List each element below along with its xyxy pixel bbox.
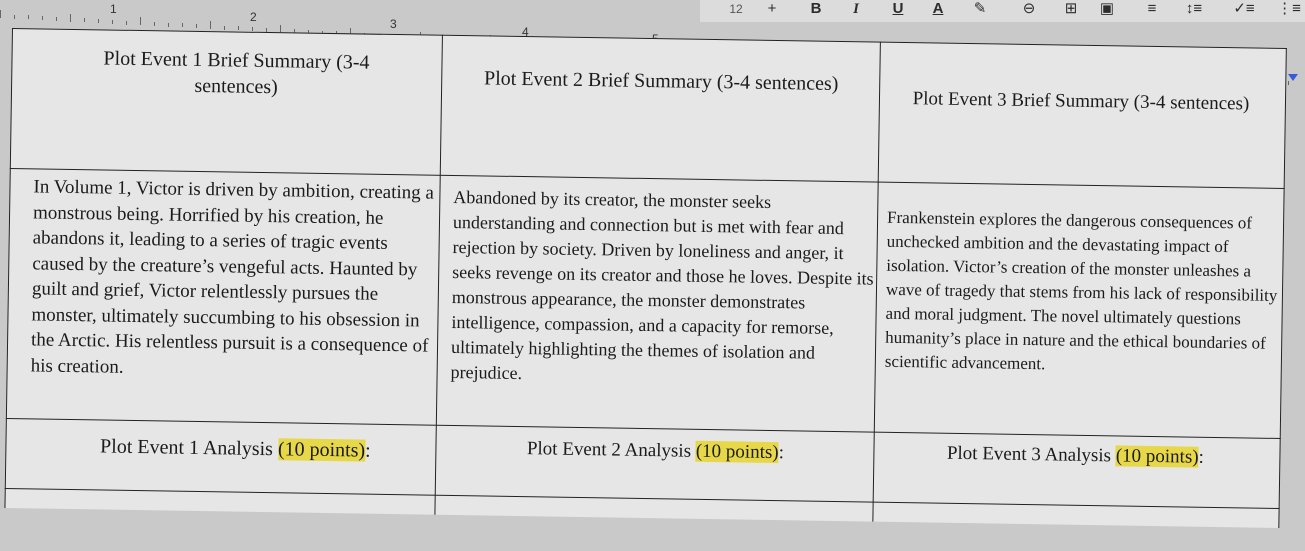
analysis-label: Plot Event 2 Analysis bbox=[526, 438, 696, 462]
summary-plot-event-1[interactable]: In Volume 1, Victor is driven by ambition, creating a monstrous being. Horrified by his creation, he abandons it, leading to a series of tragic events caused by the creature’s vengeful acts. Haunted by guilt and grief, Victor relentlessly pursues the monster, ultimately succumbing to his obsession in the Arctic. His relentless pursuit is a consequence of his creation. bbox=[30, 176, 435, 378]
analysis-colon: : bbox=[778, 442, 785, 464]
plot-events-table bbox=[4, 28, 1286, 528]
ruler-number: 4 bbox=[522, 25, 529, 39]
ruler-tick bbox=[28, 15, 29, 19]
table-border-left bbox=[4, 28, 13, 508]
summary-plot-event-2[interactable]: Abandoned by its creator, the monster seeks understanding and connection but is met with fear and rejection by society. Driven by loneliness and anger, it seeks revenge on its creator and those he loves. Despite its monstrous appearance, the monster demonstrates intelligence, compassion, and a capacity for remorse, ultimately highlighting the themes of isolation and prejudice. bbox=[450, 186, 874, 384]
ruler-tick bbox=[14, 15, 15, 19]
header-plot-event-3[interactable]: Plot Event 3 Brief Summary (3-4 sentences) bbox=[912, 88, 1250, 115]
analysis-colon: : bbox=[1198, 446, 1205, 468]
text-color-button[interactable]: A bbox=[932, 0, 944, 17]
italic-button[interactable]: I bbox=[853, 1, 859, 17]
bulleted-list-icon[interactable]: ⋮≡ bbox=[1277, 0, 1301, 17]
analysis-plot-event-3[interactable] bbox=[885, 440, 1265, 472]
ruler-tick bbox=[210, 21, 211, 29]
analysis-plot-event-2[interactable] bbox=[455, 435, 855, 467]
align-icon[interactable]: ≡ bbox=[1147, 0, 1157, 17]
points-highlight: (10 points) bbox=[695, 440, 779, 464]
ruler-tick bbox=[42, 16, 43, 20]
indent-marker-icon[interactable] bbox=[1288, 74, 1298, 81]
insert-image-icon[interactable]: ▣ bbox=[1099, 0, 1115, 17]
ruler-tick bbox=[126, 21, 127, 25]
highlight-pen-icon[interactable]: ✎ bbox=[973, 0, 987, 17]
insert-link-icon[interactable]: ⊖ bbox=[1022, 0, 1036, 17]
analysis-colon: : bbox=[364, 439, 371, 462]
header-plot-event-1[interactable]: Plot Event 1 Brief Summary (3-4 sentences) bbox=[103, 47, 370, 99]
analysis-plot-event-1[interactable] bbox=[45, 433, 425, 465]
ruler-tick bbox=[56, 17, 57, 21]
increase-font-size-button[interactable]: + bbox=[767, 0, 777, 17]
add-comment-icon[interactable]: ⊞ bbox=[1064, 0, 1078, 17]
formatting-toolbar bbox=[700, 0, 1305, 22]
ruler-tick bbox=[112, 20, 113, 24]
ruler-tick bbox=[70, 14, 71, 22]
ruler-tick bbox=[224, 26, 225, 30]
ruler-tick bbox=[252, 27, 253, 31]
summary-plot-event-3[interactable]: Frankenstein explores the dangerous consequences of unchecked ambition and the devastating impact of isolation. Victor’s creation of the monster unleashes a wave of tragedy that stems from his lack of responsibility and moral judgment. The novel ultimately questions humanity’s place in nature and the ethical boundaries of scientific advancement. bbox=[884, 207, 1278, 374]
font-size-field[interactable]: 12 bbox=[729, 2, 743, 16]
ruler-tick bbox=[84, 18, 85, 22]
analysis-label: Plot Event 1 Analysis bbox=[99, 435, 279, 461]
bold-button[interactable]: B bbox=[810, 0, 822, 17]
header-plot-event-2[interactable]: Plot Event 2 Brief Summary (3-4 sentences) bbox=[483, 67, 839, 95]
ruler-number: 1 bbox=[110, 2, 117, 16]
ruler-tick bbox=[98, 19, 99, 23]
table-border-right bbox=[1278, 48, 1287, 528]
ruler-tick bbox=[154, 22, 155, 26]
points-highlight: (10 points) bbox=[277, 438, 366, 462]
ruler-tick bbox=[168, 23, 169, 27]
points-highlight: (10 points) bbox=[1115, 445, 1199, 468]
ruler-tick bbox=[196, 24, 197, 28]
ruler-number: 3 bbox=[390, 17, 397, 31]
ruler-tick bbox=[1288, 81, 1289, 85]
table-row-divider bbox=[5, 488, 1280, 509]
ruler-tick bbox=[238, 26, 239, 30]
ruler-tick bbox=[0, 10, 1, 18]
ruler-number: 2 bbox=[250, 10, 257, 24]
analysis-label: Plot Event 3 Analysis bbox=[946, 442, 1116, 467]
line-spacing-icon[interactable]: ↕≡ bbox=[1185, 0, 1203, 17]
ruler-tick bbox=[140, 17, 141, 25]
checklist-icon[interactable]: ✓≡ bbox=[1233, 0, 1255, 17]
ruler-tick bbox=[182, 23, 183, 27]
underline-button[interactable]: U bbox=[892, 0, 904, 17]
